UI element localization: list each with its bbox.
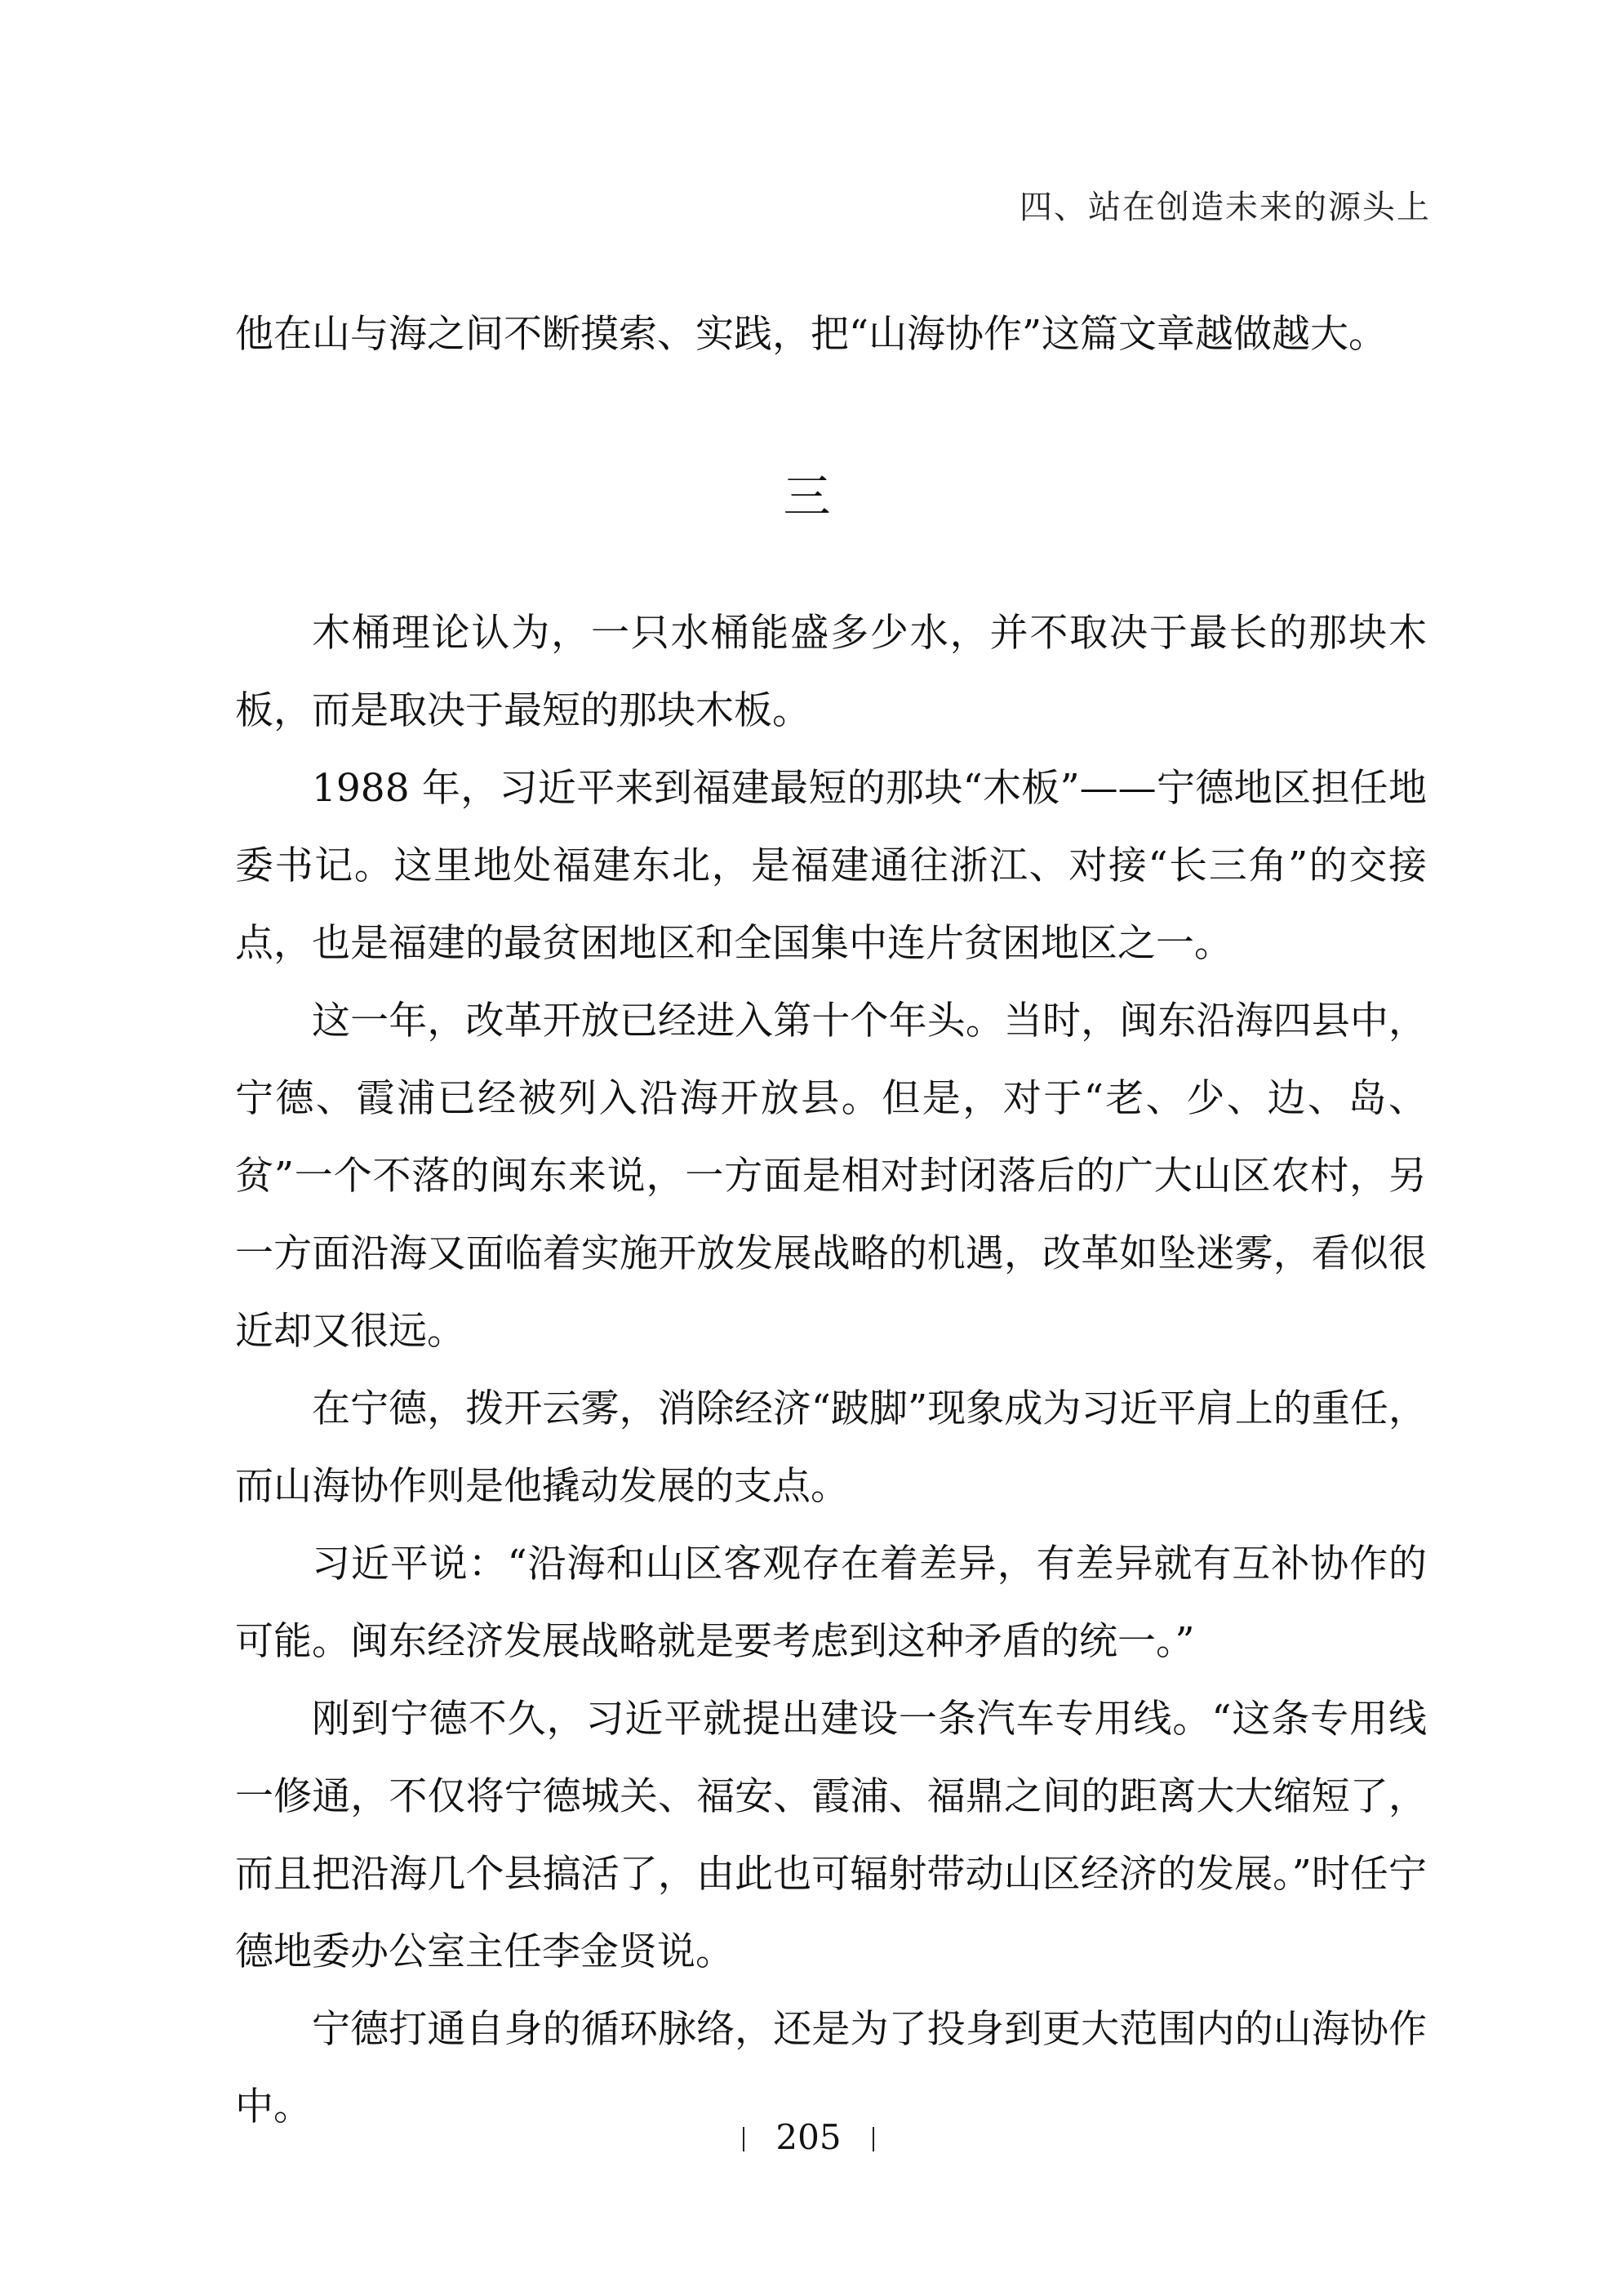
paragraph-6: 刚到宁德不久，习近平就提出建设一条汽车专用线。“这条专用线一修通，不仅将宁德城关、福安、霞浦、福鼎之间的距离大大缩短了，而且把沿海几个县搞活了，由此也可辐射带动山区经济的发展。”时任宁德地委办公室主任李金贤说。 [235, 1697, 1427, 1974]
paragraph-4: 在宁德，拨开云雾，消除经济“跛脚”现象成为习近平肩上的重任，而山海协作则是他撬动发展的支点。 [235, 1386, 1427, 1509]
paragraph-1: 木桶理论认为，一只水桶能盛多少水，并不取决于最长的那块木板，而是取决于最短的那块木板。 [235, 611, 1427, 733]
page-footer [0, 2113, 1617, 2162]
footer-right-rule [873, 2127, 874, 2151]
section-number: 三 [783, 469, 834, 524]
paragraph-2: 1988 年，习近平来到福建最短的那块“木板”——宁德地区担任地委书记。这里地处福建东北，是福建通往浙江、对接“长三角”的交接点，也是福建的最贫困地区和全国集中连片贫困地区之一。 [235, 766, 1427, 966]
paragraph-7: 宁德打通自身的循环脉络，还是为了投身到更大范围内的山海协作中。 [235, 2007, 1427, 2129]
paragraph-3: 这一年，改革开放已经进入第十个年头。当时，闽东沿海四县中，宁德、霞浦已经被列入沿海开放县。但是，对于“老、少、边、岛、贫”一个不落的闽东来说，一方面是相对封闭落后的广大山区农村，另一方面沿海又面临着实施开放发展战略的机遇，改革如坠迷雾，看似很近却又很远。 [235, 999, 1427, 1354]
footer-left-rule [743, 2127, 744, 2151]
running-header: 四、站在创造未来的源头上 [1020, 189, 1431, 226]
paragraph-5: 习近平说：“沿海和山区客观存在着差异，有差异就有互补协作的可能。闽东经济发展战略就是要考虑到这种矛盾的统一。” [235, 1542, 1427, 1664]
carryover-paragraph: 他在山与海之间不断摸索、实践，把“山海协作”这篇文章越做越大。 [235, 312, 1388, 357]
page-number: 205 [775, 2117, 842, 2157]
body-text [235, 594, 1427, 2146]
